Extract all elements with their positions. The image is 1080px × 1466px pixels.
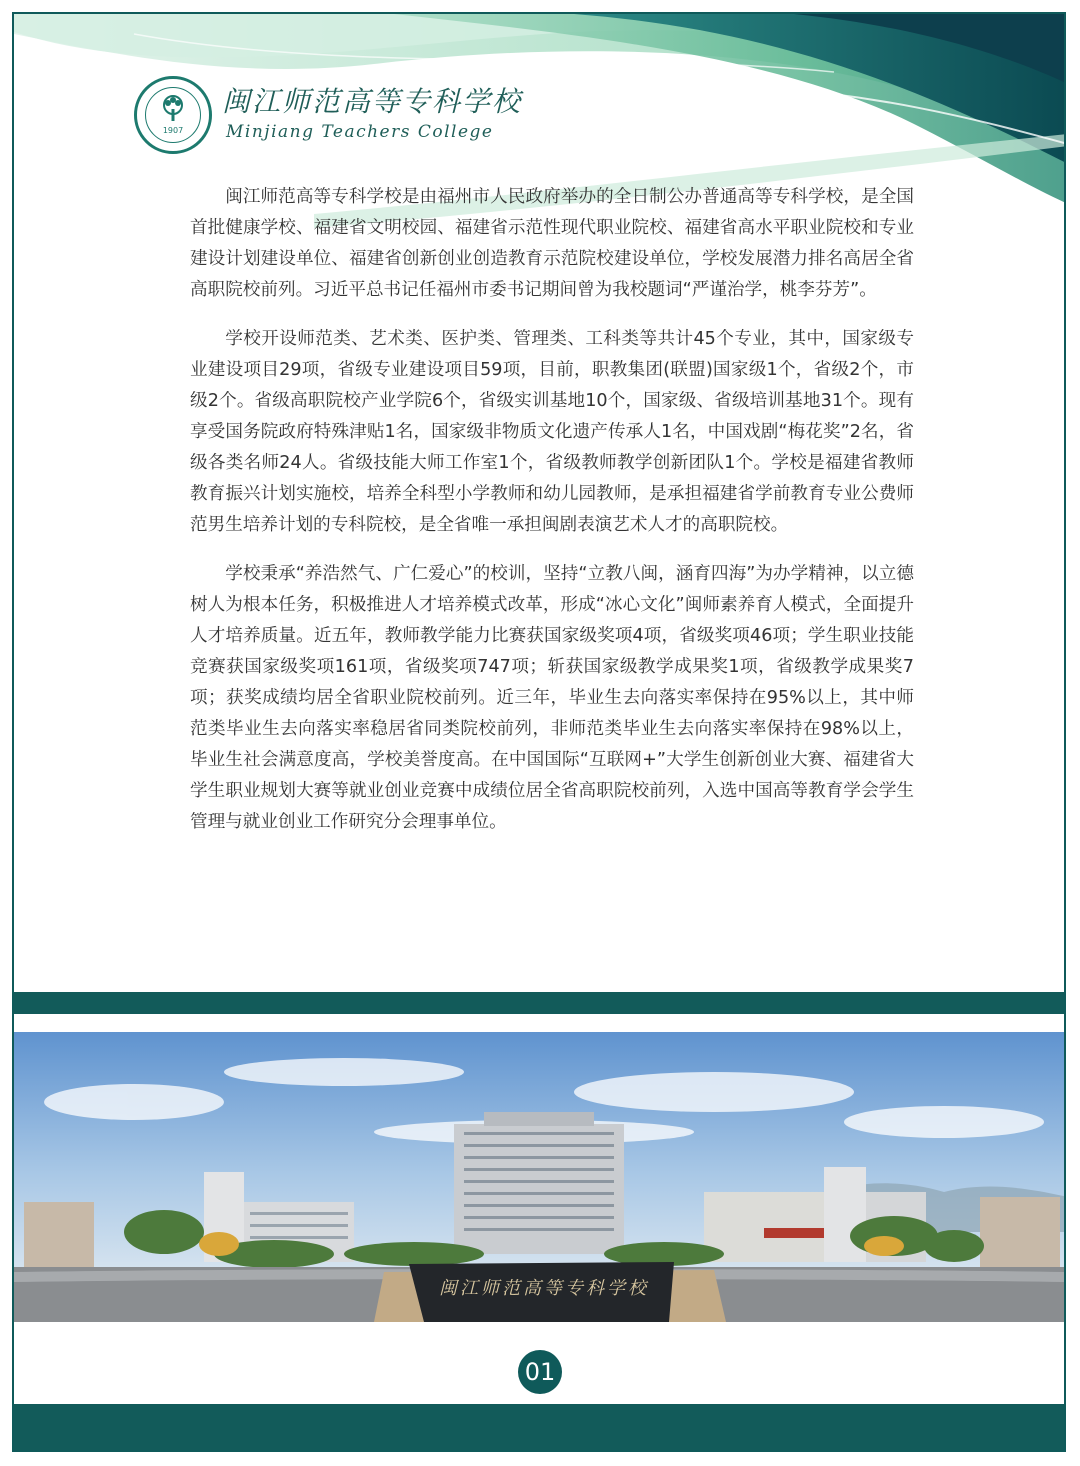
logo-english-name: Minjiang Teachers College bbox=[226, 122, 494, 142]
paragraph-achievements: 学校秉承“养浩然气、广仁爱心”的校训，坚持“立教八闽，涵育四海”为办学精神，以立德树人为根本任务，积极推进人才培养模式改革，形成“冰心文化”闽师素养育人模式，全面提升人才培养质量。近五年，教师教学能力比赛获国家级奖项4项，省级奖项46项；学生职业技能竞赛获国家级奖项161项，省级奖项747项；斩获国家级教学成果奖1项，省级教学成果奖7项；获奖成绩均居全省职业院校前列。近三年，毕业生去向落实率保持在95%以上，其中师范类毕业生去向落实率稳居省同类院校前列，非师范类毕业生去向落实率保持在98%以上，毕业生社会满意度高，学校美誉度高。在中国国际“互联网+”大学生创新创业大赛、福建省大学生职业规划大赛等就业创业竞赛中成绩位居全省高职院校前列，入选中国高等教育学会学生管理与就业创业工作研究分会理事单位。 bbox=[190, 564, 914, 832]
campus-stone-sign: 闽江师范高等专科学校 bbox=[439, 1278, 649, 1299]
body-text bbox=[190, 182, 914, 856]
paragraph-intro: 闽江师范高等专科学校是由福州市人民政府举办的全日制公办普通高等专科学校，是全国首批健康学校、福建省文明校园、福建省示范性现代职业院校、福建省高水平职业院校和专业建设计划建设单位、福建省创新创业创造教育示范院校建设单位，学校发展潜力排名高居全省高职院校前列。习近平总书记任福州市委书记期间曾为我校题词“严谨治学，桃李芬芳”。 bbox=[190, 187, 914, 300]
page-number: 01 bbox=[518, 1350, 562, 1394]
logo-chinese-name: 闽江师范高等专科学校 bbox=[222, 85, 523, 118]
seal-year: 1907 bbox=[162, 126, 184, 135]
page-title: 学校概况 bbox=[720, 103, 881, 147]
footer-band bbox=[14, 1404, 1066, 1452]
college-logo bbox=[134, 76, 523, 176]
page-frame bbox=[12, 12, 1066, 1452]
paragraph-programs: 学校开设师范类、艺术类、医护类、管理类、工科类等共计45个专业，其中，国家级专业建设项目29项，省级专业建设项目59项，目前，职教集团(联盟)国家级1个，省级2个，市级2个。省级高职院校产业学院6个，省级实训基地10个，国家级、省级培训基地31个。现有享受国务院政府特殊津贴1名，国家级非物质文化遗产传承人1名，中国戏剧“梅花奖”2名，省级各类名师24人。省级技能大师工作室1个，省级教师教学创新团队1个。学校是福建省教师教育振兴计划实施校，培养全科型小学教师和幼儿园教师，是承担福建省学前教育专业公费师范男生培养计划的专科院校，是全省唯一承担闽剧表演艺术人才的高职院校。 bbox=[190, 329, 914, 535]
tree-emblem-icon bbox=[157, 93, 189, 125]
college-seal-icon bbox=[134, 76, 212, 154]
divider-band bbox=[14, 992, 1066, 1014]
